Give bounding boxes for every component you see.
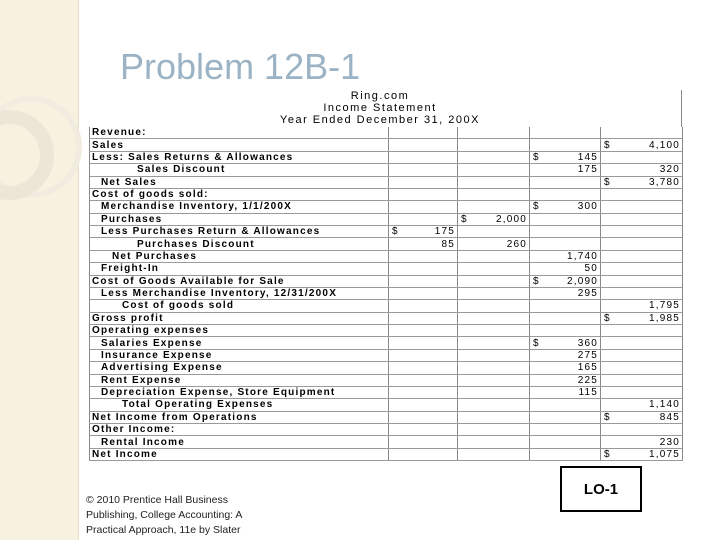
amount-cell-c1 <box>389 374 458 386</box>
amount-cell-c3 <box>530 201 601 213</box>
currency-symbol: $ <box>604 139 611 151</box>
amount-cell-c1 <box>389 312 458 324</box>
statement-row <box>90 188 683 200</box>
statement-row <box>90 386 683 398</box>
amount-cell-c2 <box>458 188 530 200</box>
row-label: Sales Discount <box>90 164 389 176</box>
currency-symbol: $ <box>461 213 468 225</box>
currency-symbol: $ <box>392 226 399 238</box>
row-label: Rental Income <box>90 436 389 448</box>
amount-cell-c1 <box>389 325 458 337</box>
amount-value: 145 <box>577 151 598 163</box>
amount-cell-c4 <box>601 238 683 250</box>
currency-symbol: $ <box>604 176 611 188</box>
amount-cell-c1 <box>389 411 458 423</box>
statement-row <box>90 325 683 337</box>
amount-cell-c3 <box>530 275 601 287</box>
row-label: Other Income: <box>90 424 389 436</box>
amount-cell-c2 <box>458 151 530 163</box>
amount-cell-c1 <box>389 424 458 436</box>
amount-value: 845 <box>659 411 680 423</box>
amount-cell-c1 <box>389 188 458 200</box>
row-label: Freight-In <box>90 263 389 275</box>
currency-symbol: $ <box>604 448 611 460</box>
row-label: Purchases Discount <box>90 238 389 250</box>
row-label: Net Income <box>90 448 389 460</box>
amount-cell-c3 <box>530 226 601 238</box>
statement-row <box>90 411 683 423</box>
amount-cell-c2 <box>458 411 530 423</box>
amount-cell-c2 <box>458 250 530 262</box>
amount-cell-c4 <box>601 349 683 361</box>
amount-cell-c2 <box>458 226 530 238</box>
amount-cell-c4: 1,140 <box>601 399 683 411</box>
amount-value: 360 <box>577 337 598 349</box>
amount-cell-c3 <box>530 411 601 423</box>
statement-row <box>90 362 683 374</box>
amount-cell-c4: 320 <box>601 164 683 176</box>
statement-row <box>90 436 683 448</box>
row-label: Cost of goods sold: <box>90 188 389 200</box>
amount-cell-c2 <box>458 362 530 374</box>
statement-row <box>90 300 683 312</box>
amount-cell-c2 <box>458 374 530 386</box>
amount-cell-c4 <box>601 386 683 398</box>
amount-cell-c3: 1,740 <box>530 250 601 262</box>
statement-row <box>90 287 683 299</box>
row-label: Salaries Expense <box>90 337 389 349</box>
row-label: Net Sales <box>90 176 389 188</box>
statement-row <box>90 312 683 324</box>
amount-cell-c4 <box>601 287 683 299</box>
amount-cell-c1 <box>389 349 458 361</box>
amount-cell-c1 <box>389 362 458 374</box>
row-label: Insurance Expense <box>90 349 389 361</box>
amount-cell-c2 <box>458 325 530 337</box>
amount-cell-c4 <box>601 201 683 213</box>
amount-cell-c2 <box>458 312 530 324</box>
amount-cell-c1 <box>389 176 458 188</box>
row-label: Cost of Goods Available for Sale <box>90 275 389 287</box>
amount-cell-c2 <box>458 424 530 436</box>
amount-value: 1,985 <box>648 312 680 324</box>
amount-cell-c1: 85 <box>389 238 458 250</box>
currency-symbol: $ <box>533 337 540 349</box>
amount-cell-c1 <box>389 201 458 213</box>
amount-cell-c3 <box>530 139 601 151</box>
amount-cell-c1 <box>389 386 458 398</box>
row-label: Less Merchandise Inventory, 12/31/200X <box>90 287 389 299</box>
amount-cell-c3: 225 <box>530 374 601 386</box>
statement-period: Year Ended December 31, 200X <box>280 114 480 126</box>
amount-cell-c3 <box>530 325 601 337</box>
amount-cell-c4 <box>601 226 683 238</box>
amount-cell-c1 <box>389 448 458 460</box>
statement-row <box>90 275 683 287</box>
amount-cell-c4: 1,795 <box>601 300 683 312</box>
amount-cell-c4 <box>601 374 683 386</box>
statement-row <box>90 164 683 176</box>
amount-cell-c3 <box>530 436 601 448</box>
amount-cell-c2: 260 <box>458 238 530 250</box>
amount-cell-c4 <box>601 250 683 262</box>
amount-cell-c1 <box>389 436 458 448</box>
amount-cell-c4 <box>601 213 683 225</box>
amount-value: 2,000 <box>495 213 527 225</box>
currency-symbol: $ <box>533 275 540 287</box>
statement-row <box>90 263 683 275</box>
row-label: Less: Sales Returns & Allowances <box>90 151 389 163</box>
amount-cell-c3 <box>530 188 601 200</box>
amount-cell-c1 <box>389 213 458 225</box>
statement-row <box>90 424 683 436</box>
row-label: Rent Expense <box>90 374 389 386</box>
amount-cell-c1 <box>389 151 458 163</box>
amount-cell-c2 <box>458 164 530 176</box>
row-label: Gross profit <box>90 312 389 324</box>
amount-cell-c3 <box>530 213 601 225</box>
amount-cell-c3 <box>530 151 601 163</box>
amount-cell-c3 <box>530 424 601 436</box>
statement-row <box>90 399 683 411</box>
amount-cell-c1 <box>389 263 458 275</box>
copyright-notice: © 2010 Prentice Hall Business Publishing, College Accounting: A Practical Approach, 11e by Slater <box>86 494 242 536</box>
amount-cell-c3 <box>530 337 601 349</box>
amount-cell-c2 <box>458 263 530 275</box>
amount-cell-c2 <box>458 386 530 398</box>
amount-cell-c3 <box>530 238 601 250</box>
amount-cell-c3 <box>530 448 601 460</box>
amount-cell-c3 <box>530 399 601 411</box>
amount-cell-c1 <box>389 250 458 262</box>
statement-row <box>90 127 683 139</box>
row-label: Operating expenses <box>90 325 389 337</box>
amount-cell-c3: 115 <box>530 386 601 398</box>
amount-value: 4,100 <box>648 139 680 151</box>
statement-row <box>90 238 683 250</box>
amount-cell-c1 <box>389 300 458 312</box>
row-label: Advertising Expense <box>90 362 389 374</box>
amount-cell-c2 <box>458 436 530 448</box>
amount-value: 3,780 <box>648 176 680 188</box>
amount-cell-c2 <box>458 337 530 349</box>
amount-value: 2,090 <box>566 275 598 287</box>
amount-cell-c2 <box>458 349 530 361</box>
amount-cell-c2 <box>458 176 530 188</box>
currency-symbol: $ <box>604 312 611 324</box>
learning-objective-badge: LO-1 <box>560 466 642 512</box>
statement-row <box>90 213 683 225</box>
amount-cell-c4 <box>601 176 683 188</box>
amount-cell-c4 <box>601 139 683 151</box>
amount-cell-c1 <box>389 164 458 176</box>
statement-row <box>90 349 683 361</box>
amount-value: 1,075 <box>648 448 680 460</box>
amount-cell-c3 <box>530 127 601 139</box>
amount-cell-c4 <box>601 127 683 139</box>
left-decoration-bar <box>0 0 79 540</box>
amount-cell-c1 <box>389 337 458 349</box>
statement-row <box>90 176 683 188</box>
amount-cell-c4 <box>601 325 683 337</box>
amount-cell-c2 <box>458 275 530 287</box>
company-name: Ring.com <box>350 90 410 102</box>
row-label: Cost of goods sold <box>90 300 389 312</box>
amount-cell-c1 <box>389 287 458 299</box>
amount-cell-c3: 275 <box>530 349 601 361</box>
amount-cell-c2 <box>458 300 530 312</box>
row-label: Less Purchases Return & Allowances <box>90 226 389 238</box>
amount-cell-c3: 165 <box>530 362 601 374</box>
amount-cell-c2 <box>458 213 530 225</box>
statement-name: Income Statement <box>323 102 437 114</box>
statement-row <box>90 448 683 460</box>
slide-title: Problem 12B-1 <box>120 46 361 87</box>
amount-cell-c1 <box>389 226 458 238</box>
statement-row <box>90 201 683 213</box>
row-label: Depreciation Expense, Store Equipment <box>90 386 389 398</box>
row-label: Merchandise Inventory, 1/1/200X <box>90 201 389 213</box>
income-statement-table <box>89 127 683 461</box>
amount-cell-c4 <box>601 362 683 374</box>
amount-cell-c4 <box>601 411 683 423</box>
amount-cell-c1 <box>389 275 458 287</box>
amount-cell-c4 <box>601 312 683 324</box>
amount-cell-c3: 295 <box>530 287 601 299</box>
currency-symbol: $ <box>604 411 611 423</box>
row-label: Net Purchases <box>90 250 389 262</box>
amount-cell-c3: 175 <box>530 164 601 176</box>
amount-cell-c4 <box>601 275 683 287</box>
row-label: Total Operating Expenses <box>90 399 389 411</box>
amount-cell-c4 <box>601 448 683 460</box>
amount-cell-c4 <box>601 337 683 349</box>
amount-value: 175 <box>434 226 455 238</box>
amount-cell-c4: 230 <box>601 436 683 448</box>
amount-cell-c3 <box>530 312 601 324</box>
row-label: Net Income from Operations <box>90 411 389 423</box>
currency-symbol: $ <box>533 151 540 163</box>
statement-row <box>90 250 683 262</box>
amount-cell-c1 <box>389 139 458 151</box>
amount-cell-c4 <box>601 424 683 436</box>
amount-cell-c3 <box>530 176 601 188</box>
statement-row <box>90 374 683 386</box>
statement-row <box>90 226 683 238</box>
amount-cell-c4 <box>601 188 683 200</box>
amount-cell-c1 <box>389 127 458 139</box>
statement-row <box>90 151 683 163</box>
amount-cell-c4 <box>601 263 683 275</box>
statement-row <box>90 337 683 349</box>
amount-value: 300 <box>577 201 598 213</box>
amount-cell-c3: 50 <box>530 263 601 275</box>
amount-cell-c3 <box>530 300 601 312</box>
row-label: Revenue: <box>90 127 389 139</box>
amount-cell-c4 <box>601 151 683 163</box>
amount-cell-c2 <box>458 139 530 151</box>
currency-symbol: $ <box>533 201 540 213</box>
amount-cell-c2 <box>458 201 530 213</box>
row-label: Sales <box>90 139 389 151</box>
statement-row <box>90 139 683 151</box>
amount-cell-c2 <box>458 448 530 460</box>
amount-cell-c2 <box>458 287 530 299</box>
amount-cell-c1 <box>389 399 458 411</box>
amount-cell-c2 <box>458 127 530 139</box>
row-label: Purchases <box>90 213 389 225</box>
amount-cell-c2 <box>458 399 530 411</box>
